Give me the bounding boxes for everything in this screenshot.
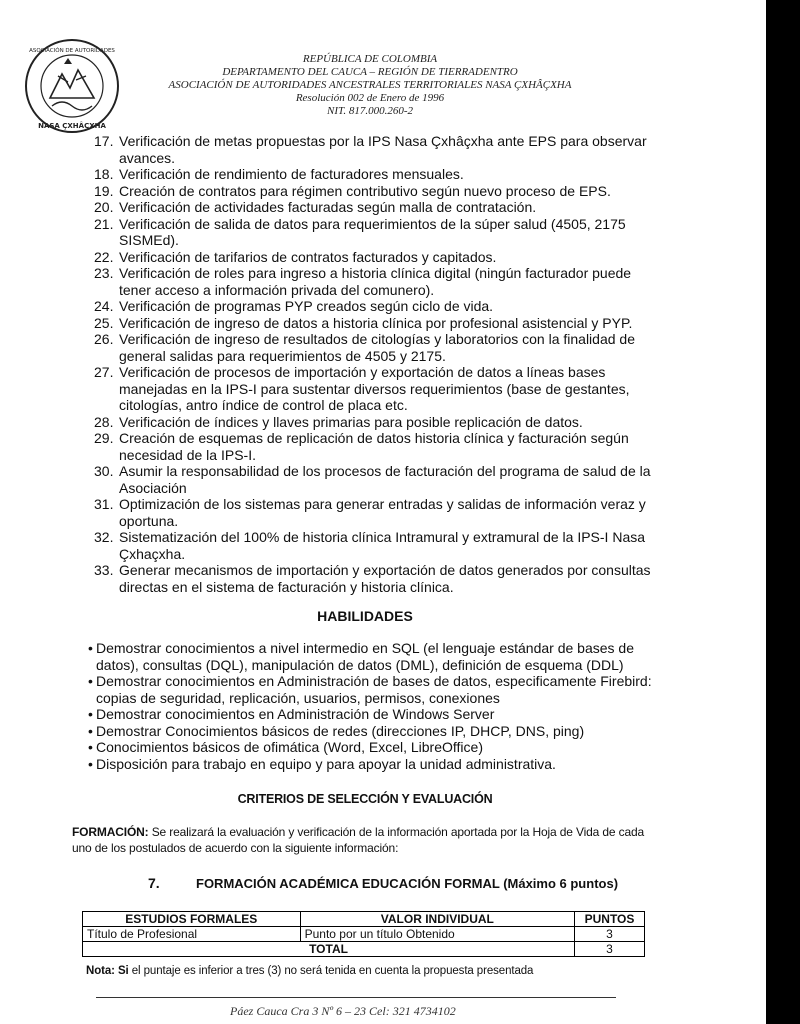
list-item: • Demostrar conocimientos en Administración de bases de datos, especificamente Firebird: copias de seguridad, replicación, usuarios, permisos, conexiones [88, 673, 658, 706]
formacion-label: FORMACIÓN: [72, 825, 149, 839]
table-cell: Punto por un título Obtenido [300, 927, 574, 942]
item-text: Verificación de ingreso de datos a historia clínica por profesional asistencial y PYP. [119, 314, 633, 331]
duties-list [94, 133, 654, 595]
column-header: VALOR INDIVIDUAL [300, 912, 574, 927]
list-item [94, 315, 654, 332]
table-header-row [83, 912, 645, 927]
list-item: • Conocimientos básicos de ofimática (Word, Excel, LibreOffice) [88, 739, 658, 756]
item-number: 21. [94, 215, 114, 232]
table-total-row [83, 942, 645, 957]
item-text: Verificación de metas propuestas por la IPS Nasa Çxhâçxha ante EPS para observar avances. [119, 133, 647, 166]
letterhead-line: REPÚBLICA DE COLOMBIA [302, 53, 438, 65]
section-number: 7. [148, 875, 160, 891]
item-text: Asumir la responsabilidad de los procesos de facturación del programa de salud de la Asociación [119, 463, 651, 496]
list-item [94, 199, 654, 216]
list-item [94, 364, 654, 414]
item-number: 26. [94, 331, 114, 347]
item-number: 27. [94, 364, 114, 380]
letterhead-line: ASOCIACIÓN DE AUTORIDADES ANCESTRALES TERRITORIALES NASA ÇXHÂÇXHA [168, 79, 572, 91]
table-row [83, 927, 645, 942]
list-item [94, 496, 654, 529]
section-max: (Máximo 6 puntos) [503, 876, 619, 891]
column-header: ESTUDIOS FORMALES [83, 912, 301, 927]
skills-heading: HABILIDADES [317, 608, 413, 624]
table-cell: Título de Profesional [83, 927, 301, 942]
item-text: Creación de esquemas de replicación de datos historia clínica y facturación según necesidad de la IPS-I. [119, 430, 629, 463]
item-number: 33. [94, 562, 114, 578]
total-label: TOTAL [83, 942, 575, 957]
svg-text:NASA ÇXHÂÇXHA: NASA ÇXHÂÇXHA [38, 122, 106, 130]
item-number: 25. [94, 314, 114, 331]
item-text: Verificación de ingreso de resultados de citologías y laboratorios con la finalidad de general salidas para requerimientos de 4505 y 2175. [119, 331, 635, 364]
item-number: 19. [94, 182, 114, 199]
item-number: 24. [94, 298, 114, 314]
item-text: Verificación de programas PYP creados según ciclo de vida. [119, 298, 494, 314]
note-label: Nota: Si [86, 965, 129, 977]
list-item [94, 249, 654, 266]
note-text: el puntaje es inferior a tres (3) no será tenida en cuenta la propuesta presentada [131, 965, 534, 977]
letterhead-line: NIT. 817.000.260-2 [327, 105, 413, 117]
list-item: • Demostrar Conocimientos básicos de redes (direcciones IP, DHCP, DNS, ping) [88, 723, 658, 740]
list-item [94, 430, 654, 463]
item-text: Verificación de rendimiento de facturadores mensuales. [119, 166, 464, 182]
note [86, 965, 533, 977]
letterhead [150, 53, 590, 118]
list-item [94, 166, 654, 183]
item-number: 29. [94, 430, 114, 446]
item-text: Verificación de salida de datos para requerimientos de la súper salud (4505, 2175 SISMEd). [119, 215, 626, 248]
item-text: Verificación de roles para ingreso a historia clínica digital (ningún facturador puede tener acceso a información privada del comunero). [119, 265, 632, 298]
scan-edge-bar [766, 0, 800, 1024]
table-cell: 3 [575, 927, 645, 942]
column-header: PUNTOS [575, 912, 645, 927]
list-item [94, 265, 654, 298]
item-number: 28. [94, 413, 114, 430]
list-item [94, 133, 654, 166]
item-number: 31. [94, 496, 114, 512]
item-text: Verificación de tarifarios de contratos facturados y capitados. [119, 248, 497, 265]
list-item [94, 562, 654, 595]
list-item [94, 414, 654, 431]
skills-list [88, 640, 658, 772]
item-number: 22. [94, 248, 114, 265]
section-heading [148, 875, 618, 891]
list-item [94, 331, 654, 364]
item-number: 30. [94, 463, 114, 479]
item-text: Optimización de los sistemas para generar entradas y salidas de información veraz y oportuna. [119, 496, 646, 529]
formacion-paragraph [72, 824, 647, 856]
criteria-heading: CRITERIOS DE SELECCIÓN Y EVALUACIÓN [237, 792, 493, 806]
item-text: Verificación de índices y llaves primarias para posible replicación de datos. [119, 413, 583, 430]
item-text: Verificación de procesos de importación y exportación de datos a líneas bases manejadas en la IPS-I para sustentar diversos requerimientos (base de gestantes, citologías, antro índice de control de placa etc. [119, 364, 630, 413]
letterhead-line: Resolución 002 de Enero de 1996 [295, 92, 445, 104]
letterhead-line: DEPARTAMENTO DEL CAUCA – REGIÓN DE TIERRADENTRO [222, 66, 518, 78]
item-number: 32. [94, 529, 114, 545]
list-item [94, 298, 654, 315]
svg-text:ASOCIACIÓN DE AUTORIDADES: ASOCIACIÓN DE AUTORIDADES [29, 48, 115, 54]
item-text: Verificación de actividades facturadas según malla de contratación. [119, 199, 537, 215]
list-item [94, 463, 654, 496]
list-item [94, 216, 654, 249]
item-text: Creación de contratos para régimen contributivo según nuevo proceso de EPS. [119, 182, 611, 199]
item-number: 17. [94, 133, 114, 149]
list-item [94, 529, 654, 562]
item-text: Sistematización del 100% de historia clínica Intramural y extramural de la IPS-I Nasa Çxhaçxha. [119, 529, 646, 562]
item-text: Generar mecanismos de importación y exportación de datos generados por consultas directas en el sistema de facturación y historia clínica. [119, 562, 651, 595]
item-number: 23. [94, 265, 114, 281]
list-item: • Disposición para trabajo en equipo y para apoyar la unidad administrativa. [88, 756, 658, 773]
footer-address: Páez Cauca Cra 3 Nº 6 – 23 Cel: 321 4734102 [230, 1004, 456, 1018]
scores-table [82, 911, 645, 957]
total-value: 3 [575, 942, 645, 957]
list-item: • Demostrar conocimientos a nivel intermedio en SQL (el lenguaje estándar de bases de datos), consultas (DQL), manipulación de datos (DML), definición de esquema (DDL) [88, 640, 658, 673]
item-number: 18. [94, 166, 114, 182]
section-title: FORMACIÓN ACADÉMICA EDUCACIÓN FORMAL [196, 876, 500, 891]
list-item: • Demostrar conocimientos en Administración de Windows Server [88, 706, 658, 723]
list-item [94, 183, 654, 200]
item-number: 20. [94, 199, 114, 215]
association-seal-logo [22, 36, 122, 136]
footer-divider [96, 997, 616, 998]
formacion-text: Se realizará la evaluación y verificación de la información aportada por la Hoja de Vida de cada uno de los postulados de acuerdo con la siguiente información: [72, 825, 645, 855]
